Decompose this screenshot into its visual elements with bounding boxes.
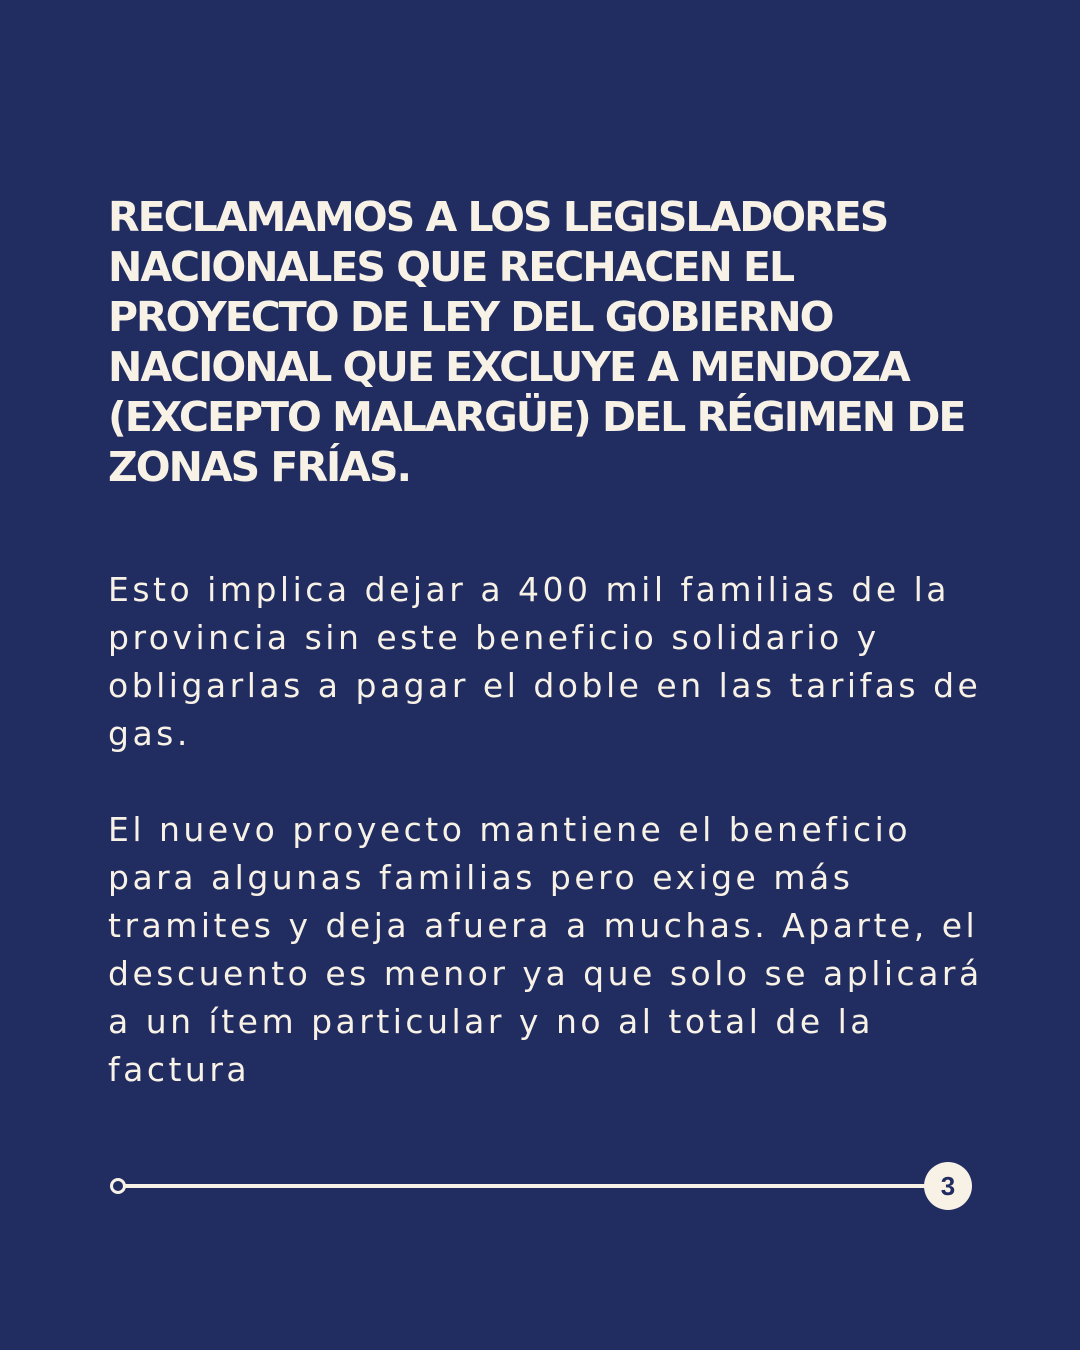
progress-start-dot (110, 1178, 126, 1194)
paragraph-new-project: El nuevo proyecto mantiene el beneficio para algunas familias pero exige más tramites y deja afuera a muchas. Aparte, el descuento es menor ya que solo se aplicará a un ítem particular y no al total de la factura (108, 810, 983, 1089)
progress-line (122, 1184, 932, 1188)
headline: RECLAMAMOS A LOS LEGISLADORES NACIONALES QUE RECHACEN EL PROYECTO DE LEY DEL GOBIERNO NACIONAL QUE EXCLUYE A MENDOZA (EXCEPTO MALARGÜE) DEL RÉGIMEN DE ZONAS FRÍAS. (108, 193, 965, 491)
slide-progress-indicator (110, 1162, 972, 1210)
page-number-badge: 3 (924, 1162, 972, 1210)
paragraph-impact: Esto implica dejar a 400 mil familias de la provincia sin este beneficio solidario y obligarlas a pagar el doble en las tarifas de gas. (108, 570, 982, 753)
